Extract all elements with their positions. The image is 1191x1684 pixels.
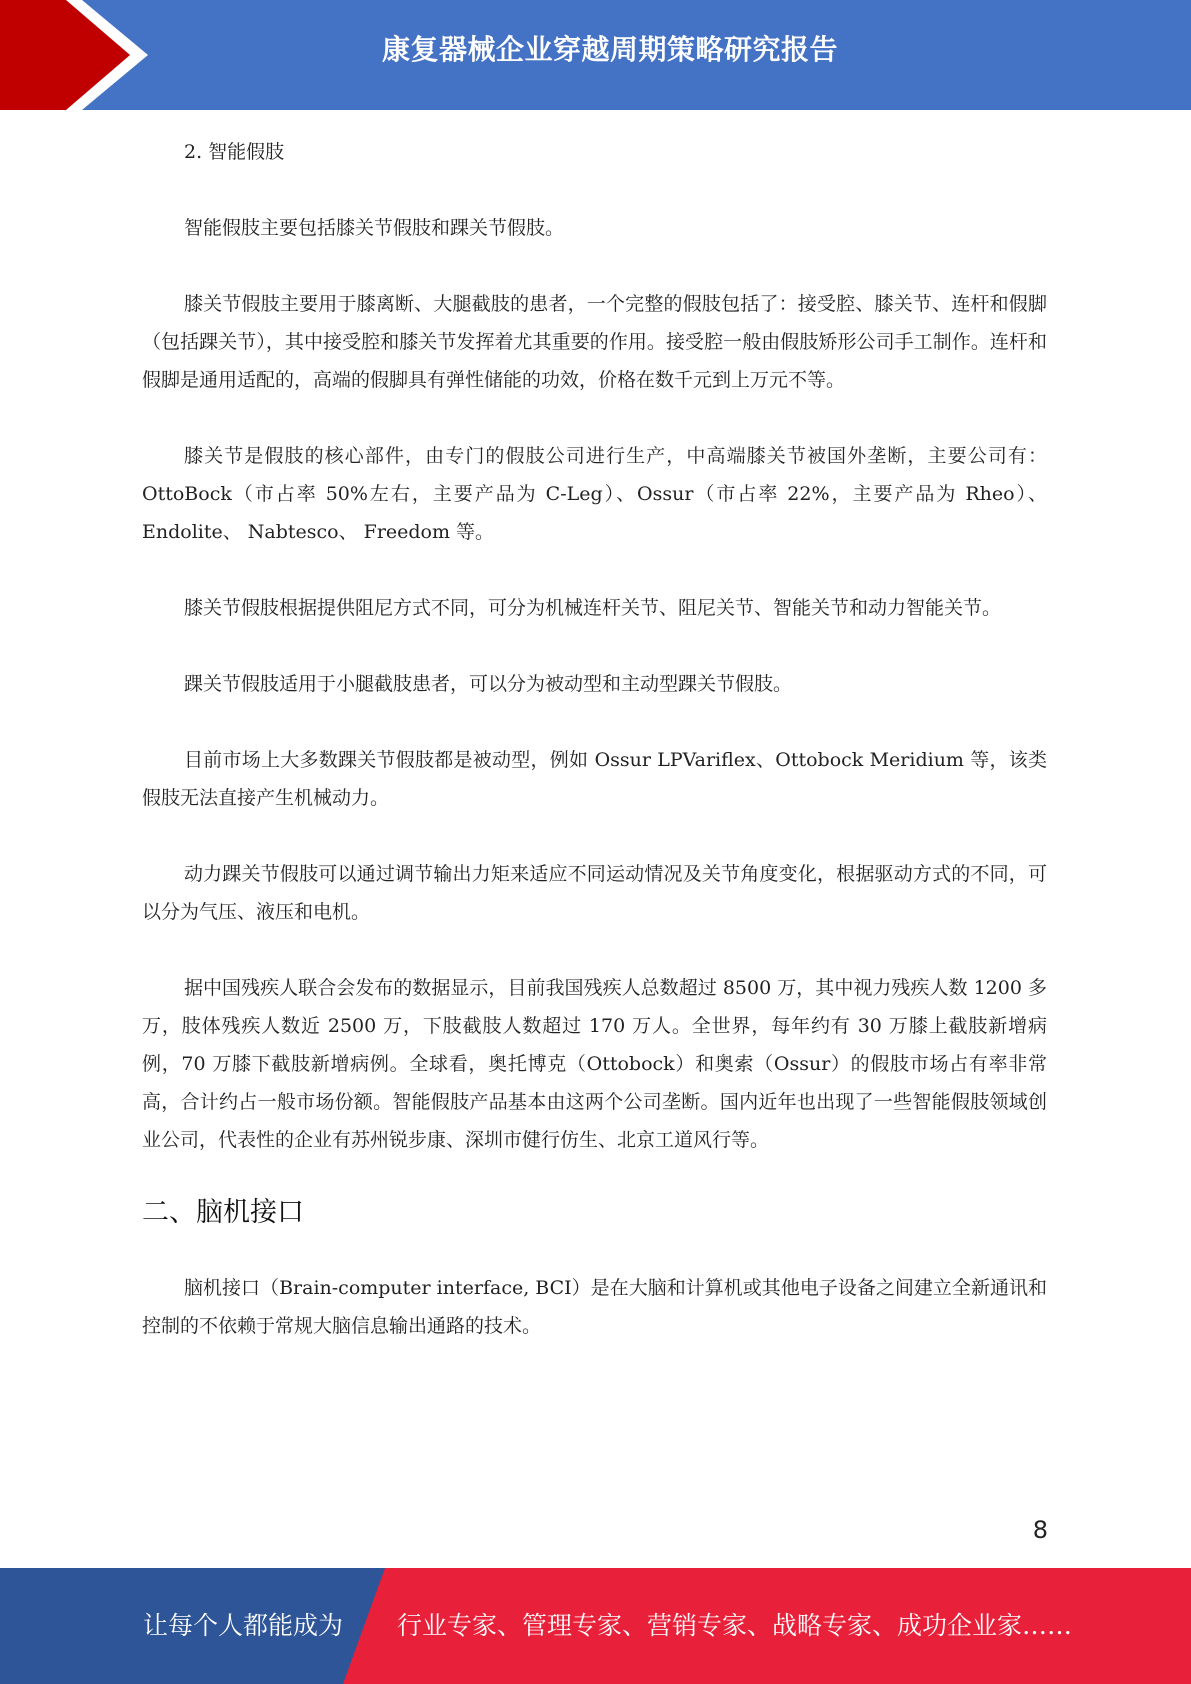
paragraph-ankle-prosthesis: 踝关节假肢适用于小腿截肢患者，可以分为被动型和主动型踝关节假肢。 <box>184 673 793 695</box>
paragraph-market-data: 据中国残疾人联合会发布的数据显示，目前我国残疾人总数超过 8500 万，其中视力残疾人数 1200 多万，肢体残疾人数近 2500 万，下肢截肢人数超过 170 万人。全世界，每年约有 30 万膝上截肢新增病例，70 万膝下截肢新增病例。全球看，奥托博克（Ottobock）和奥索（Ossur）的假肢市场占有率非常高，合计约占一般市场份额。智能假肢产品基本由这两个公司垄断。国内近年也出现了一些智能假肢领域创业公司，代表性的企业有苏州锐步康、深圳市健行仿生、北京工道风行等。 <box>142 977 1047 1151</box>
footer-slogan-left: 让每个人都能成为 <box>143 1611 344 1640</box>
page-header <box>0 0 1191 110</box>
report-title: 康复器械企业穿越周期策略研究报告 <box>381 33 838 66</box>
header-chevron-decoration <box>0 0 160 110</box>
footer-slogan-right: 行业专家、管理专家、营销专家、战略专家、成功企业家…… <box>397 1611 1073 1640</box>
paragraph-passive-ankle: 目前市场上大多数踝关节假肢都是被动型，例如 Ossur LPVariflex、Ottobock Meridium 等，该类假肢无法直接产生机械动力。 <box>142 749 1047 809</box>
paragraph-knee-joint-companies: 膝关节是假肢的核心部件，由专门的假肢公司进行生产，中高端膝关节被国外垄断，主要公司有：OttoBock（市占率 50%左右，主要产品为 C-Leg）、Ossur（市占率 22%，主要产品为 Rheo）、Endolite、 Nabtesco、 Freedom 等。 <box>142 445 1047 543</box>
page-footer <box>0 1568 1191 1684</box>
page-number: 8 <box>1032 1516 1048 1544</box>
paragraph-bci-definition: 脑机接口（Brain-computer interface, BCI）是在大脑和计算机或其他电子设备之间建立全新通讯和控制的不依赖于常规大脑信息输出通路的技术。 <box>142 1277 1047 1337</box>
page-content <box>142 133 1047 1345</box>
subsection-heading: 2. 智能假肢 <box>184 141 285 163</box>
paragraph-powered-ankle: 动力踝关节假肢可以通过调节输出力矩来适应不同运动情况及关节角度变化，根据驱动方式的不同，可以分为气压、液压和电机。 <box>142 863 1047 923</box>
paragraph-knee-prosthesis: 膝关节假肢主要用于膝离断、大腿截肢的患者，一个完整的假肢包括了：接受腔、膝关节、连杆和假脚（包括踝关节），其中接受腔和膝关节发挥着尤其重要的作用。接受腔一般由假肢矫形公司手工制作。连杆和假脚是通用适配的，高端的假脚具有弹性储能的功效，价格在数千元到上万元不等。 <box>142 293 1047 391</box>
paragraph-knee-types: 膝关节假肢根据提供阻尼方式不同，可分为机械连杆关节、阻尼关节、智能关节和动力智能关节。 <box>184 597 1002 619</box>
paragraph-overview: 智能假肢主要包括膝关节假肢和踝关节假肢。 <box>184 217 565 239</box>
section-heading-bci: 二、脑机接口 <box>142 1197 304 1228</box>
